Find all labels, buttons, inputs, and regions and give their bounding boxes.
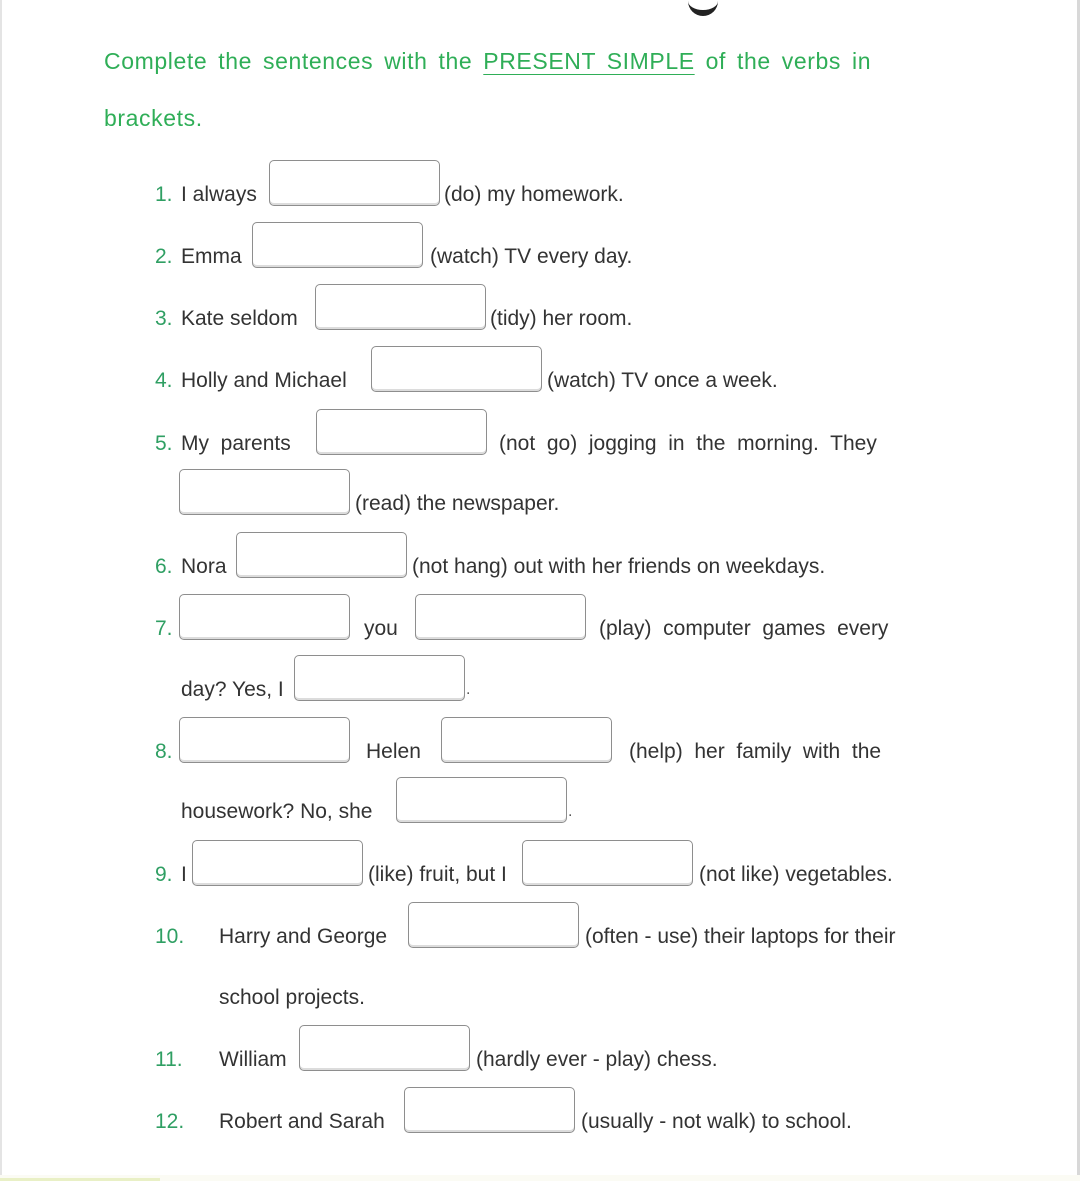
exercise-number: 1. xyxy=(155,183,173,206)
answer-box-5b[interactable] xyxy=(179,469,350,515)
answer-box-6[interactable] xyxy=(236,532,407,578)
verb-hint: (not like) vegetables. xyxy=(699,863,893,886)
verb-hint: (tidy) her room. xyxy=(490,307,633,330)
answer-box-10[interactable] xyxy=(408,902,579,948)
exercise-number: 4. xyxy=(155,369,173,392)
sentence-text: Kate seldom xyxy=(181,307,298,330)
verb-hint: (not go) jogging in the morning. They xyxy=(499,432,877,455)
answer-box-1[interactable] xyxy=(269,160,440,206)
exercise-number: 10. xyxy=(155,925,185,948)
answer-box-7b[interactable] xyxy=(415,594,586,640)
verb-hint: (watch) TV every day. xyxy=(430,245,633,268)
answer-box-9b[interactable] xyxy=(522,840,693,886)
instructions-text: Complete the sentences with the xyxy=(104,48,484,74)
verb-hint: (often - use) their laptops for their xyxy=(585,925,896,948)
answer-box-9a[interactable] xyxy=(192,840,363,886)
sentence-end: . xyxy=(568,803,573,820)
answer-box-11[interactable] xyxy=(299,1025,470,1071)
sentence-text: day? Yes, I xyxy=(181,678,284,701)
exercise-number: 9. xyxy=(155,863,173,886)
exercise-number: 2. xyxy=(155,245,173,268)
sentence-text: Nora xyxy=(181,555,227,578)
sentence-text: Harry and George xyxy=(219,925,388,948)
sentence-text: you xyxy=(364,617,398,640)
answer-box-3[interactable] xyxy=(315,284,486,330)
exercise-number: 7. xyxy=(155,617,173,640)
sentence-text: Helen xyxy=(366,740,421,763)
page-left-edge xyxy=(0,0,2,1181)
exercise-number: 8. xyxy=(155,740,173,763)
sentence-text: I xyxy=(181,863,187,886)
cropped-heading-mark xyxy=(688,0,718,16)
verb-hint: (usually - not walk) to school. xyxy=(581,1110,852,1133)
sentence-text: Emma xyxy=(181,245,242,268)
answer-box-8b[interactable] xyxy=(441,717,612,763)
verb-hint: (hardly ever - play) chess. xyxy=(476,1048,718,1071)
exercise-number: 3. xyxy=(155,307,173,330)
exercise-number: 11. xyxy=(155,1048,183,1071)
instructions-line-1 xyxy=(104,48,934,75)
verb-hint: (play) computer games every xyxy=(599,617,889,640)
exercise-number: 5. xyxy=(155,432,173,455)
sentence-text: school projects. xyxy=(219,986,365,1009)
answer-box-5a[interactable] xyxy=(316,409,487,455)
instructions-line-2: brackets. xyxy=(104,105,203,131)
tense-highlight: PRESENT SIMPLE xyxy=(483,48,695,74)
sentence-text: Holly and Michael xyxy=(181,369,347,392)
sentence-end: . xyxy=(466,681,471,698)
exercise-number: 6. xyxy=(155,555,173,578)
sentence-text: My parents xyxy=(181,432,291,455)
verb-hint: (like) fruit, but I xyxy=(368,863,507,886)
answer-box-8c[interactable] xyxy=(396,777,567,823)
bottom-edge-strip xyxy=(0,1175,1080,1181)
answer-box-8a[interactable] xyxy=(179,717,350,763)
sentence-text: housework? No, she xyxy=(181,800,373,823)
verb-hint: (help) her family with the xyxy=(629,740,882,763)
answer-box-7a[interactable] xyxy=(179,594,350,640)
verb-hint: (watch) TV once a week. xyxy=(547,369,778,392)
verb-hint: (read) the newspaper. xyxy=(355,492,560,515)
exercise-number: 12. xyxy=(155,1110,185,1133)
answer-box-2[interactable] xyxy=(252,222,423,268)
verb-hint: (do) my homework. xyxy=(444,183,624,206)
sentence-text: I always xyxy=(181,183,257,206)
answer-box-4[interactable] xyxy=(371,346,542,392)
answer-box-7c[interactable] xyxy=(294,655,465,701)
sentence-text: Robert and Sarah xyxy=(219,1110,385,1133)
answer-box-12[interactable] xyxy=(404,1087,575,1133)
sentence-text: William xyxy=(219,1048,287,1071)
instructions-text-end: of the verbs in xyxy=(694,48,872,74)
verb-hint: (not hang) out with her friends on weekdays. xyxy=(412,555,826,578)
